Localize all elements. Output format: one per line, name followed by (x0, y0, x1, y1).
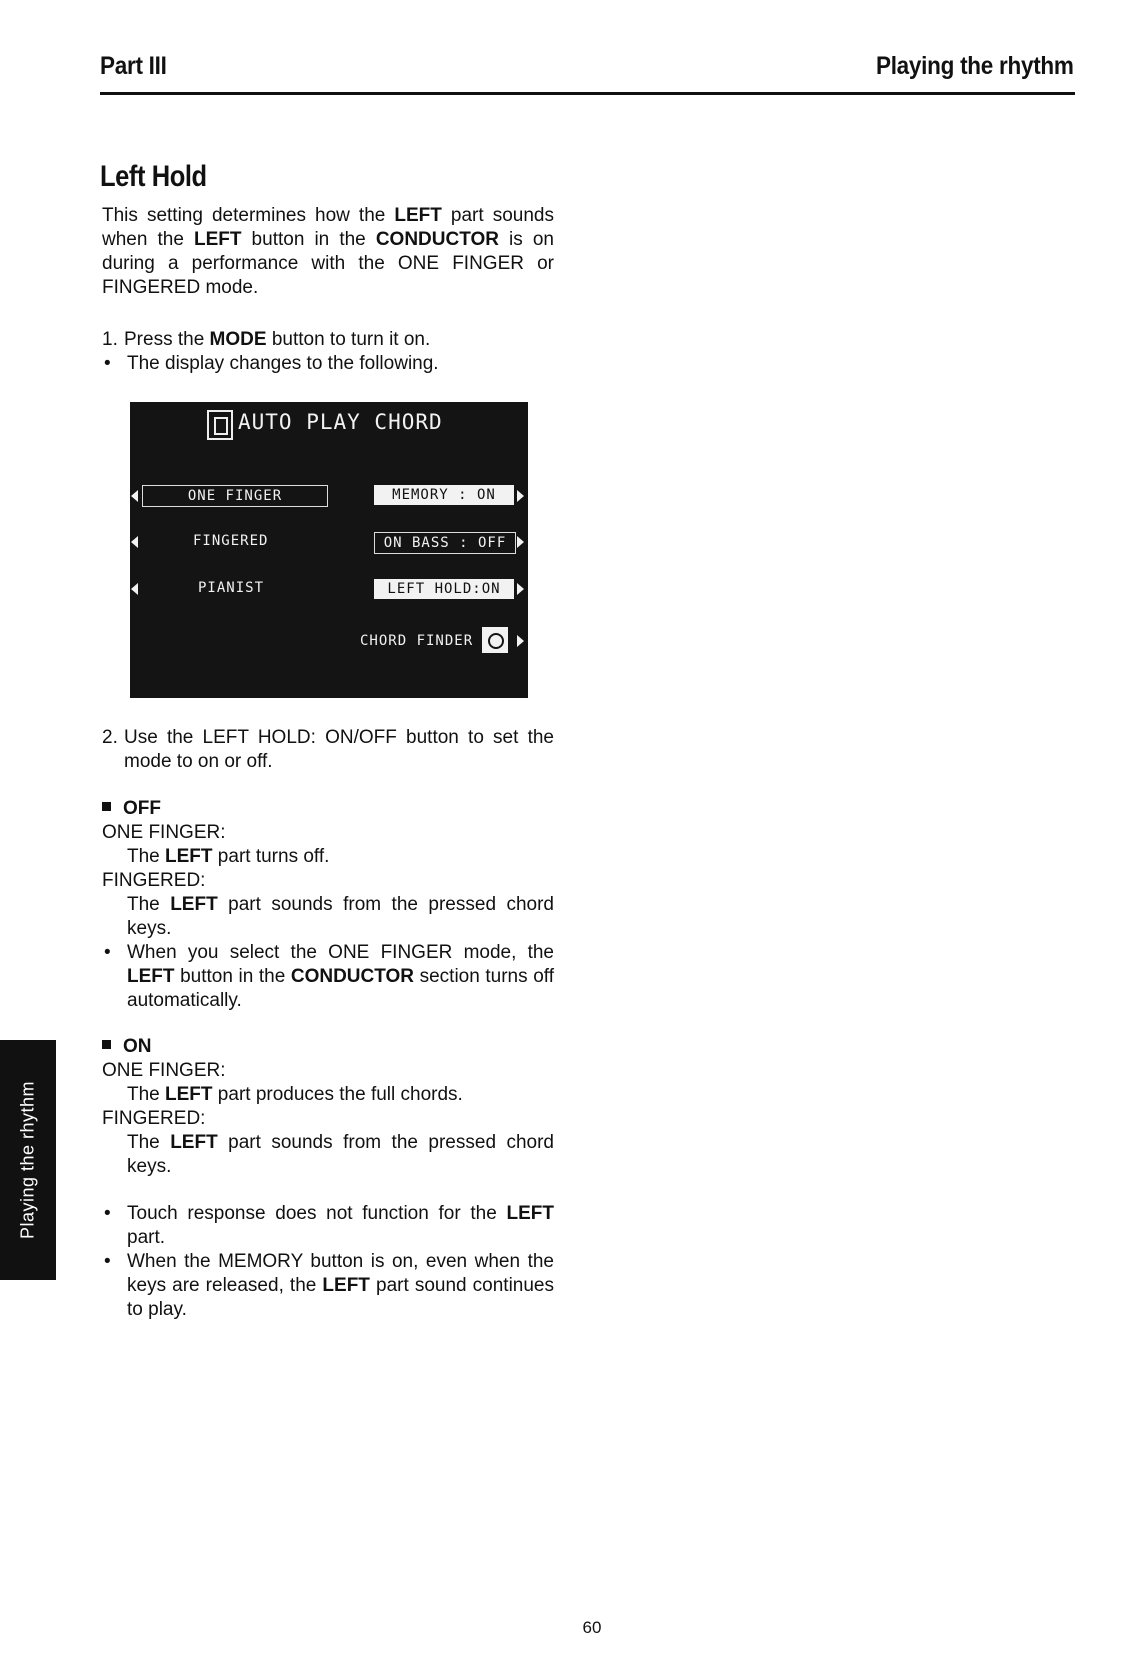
on-bass-setting: ON BASS : OFF (374, 532, 516, 554)
chapter-side-tab: Playing the rhythm (0, 1040, 56, 1280)
running-header-chapter: Playing the rhythm (876, 52, 1074, 80)
chord-finder-label: CHORD FINDER (360, 633, 474, 649)
header-rule (100, 92, 1075, 95)
display-title: AUTO PLAY CHORD (238, 410, 443, 434)
auto-play-chord-icon (207, 410, 233, 440)
left-arrow-icon (131, 583, 138, 595)
left-arrow-icon (131, 536, 138, 548)
step-1-bullet: The display changes to the following. (127, 353, 439, 374)
on-section: ON ONE FINGER: The LEFT part produces the full chords. FINGERED: The LEFT part sounds from the pressed chord keys. (102, 1036, 554, 1177)
mode-one-finger: ONE FINGER (142, 485, 328, 507)
off-heading: OFF (123, 798, 161, 819)
square-bullet-icon (102, 802, 111, 811)
on-heading: ON (123, 1036, 152, 1057)
left-hold-setting: LEFT HOLD:ON (374, 579, 514, 599)
on-one-finger-label: ONE FINGER: (102, 1060, 226, 1081)
notes: • Touch response does not function for the LEFT part. • When the MEMORY button is on, even when the keys are released, the LEFT part sound continues to play. (104, 1203, 554, 1320)
left-arrow-icon (131, 490, 138, 502)
step-1: 1. Press the MODE button to turn it on. • The display changes to the following. (102, 329, 439, 374)
off-one-finger-label: ONE FINGER: (102, 822, 226, 843)
right-arrow-icon (517, 490, 524, 502)
off-section: OFF ONE FINGER: The LEFT part turns off. FINGERED: The LEFT part sounds from the pressed chord keys. • When you select the ONE FINGER mode, the LEFT button in the CONDUCTOR section turns off automatically. (102, 798, 554, 1011)
intro-paragraph: This setting determines how the LEFT part sounds when the LEFT button in the CONDUCTOR is on during a performance with the ONE FINGER or FINGERED mode. (102, 205, 554, 298)
right-arrow-icon (517, 583, 524, 595)
step-2: 2. Use the LEFT HOLD: ON/OFF button to set the mode to on or off. (102, 727, 554, 772)
off-fingered-label: FINGERED: (102, 870, 206, 891)
lcd-display (130, 402, 528, 698)
memory-setting: MEMORY : ON (374, 485, 514, 505)
on-fingered-label: FINGERED: (102, 1108, 206, 1129)
square-bullet-icon (102, 1040, 111, 1049)
chord-finder-icon (482, 627, 508, 653)
right-arrow-icon (517, 536, 524, 548)
running-header-part: Part III (100, 52, 167, 80)
right-arrow-icon (517, 635, 524, 647)
mode-fingered: FINGERED (193, 533, 269, 549)
page-number: 60 (582, 1618, 602, 1637)
mode-pianist: PIANIST (198, 580, 265, 596)
section-title: Left Hold (100, 160, 207, 193)
